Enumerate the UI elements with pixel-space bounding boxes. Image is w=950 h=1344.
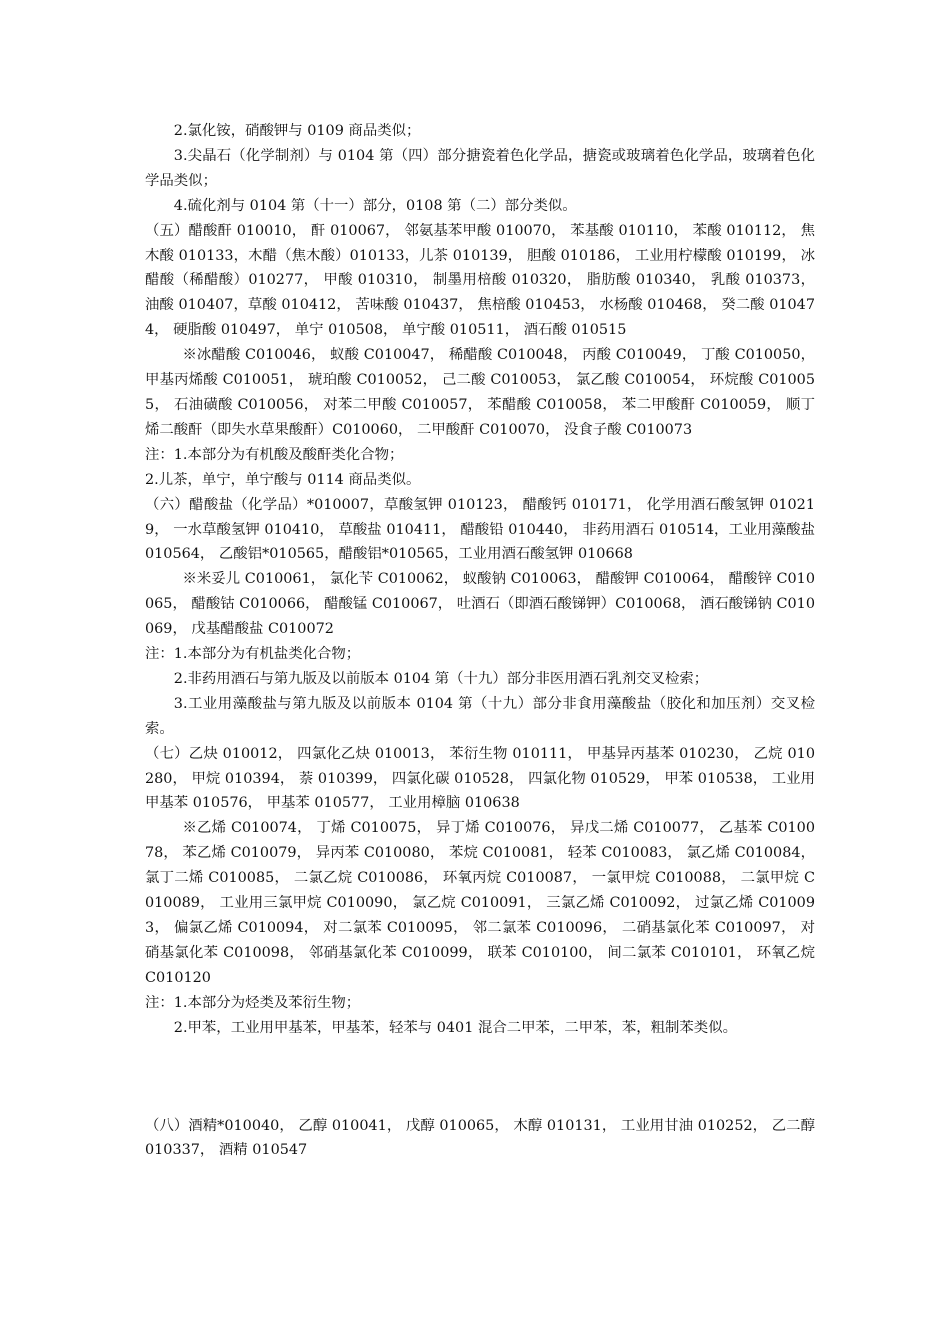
document-page	[145, 119, 815, 1163]
paragraph: （八）酒精*010040， 乙醇 010041， 戊醇 010065， 木醇 010131， 工业用甘油 010252， 乙二醇 010337， 酒精 010547	[145, 1117, 815, 1159]
paragraph: ※冰醋酸 C010046， 蚁酸 C010047， 稀醋酸 C010048， 丙酸 C010049， 丁酸 C010050， 甲基丙烯酸 C010051， 琥珀酸 C010052， 己二酸 C010053， 氯乙酸 C010054， 环烷酸 C010055， 石油磺酸 C010056， 对苯二甲酸 C010057， 苯醋酸 C010058， 苯二甲酸酐 C010059， 顺丁烯二酸酐（即失水草果酸酐）C010060， 二甲酸酐 C010070， 没食子酸 C010073	[145, 347, 815, 438]
paragraph-gap	[145, 1041, 815, 1114]
paragraph: 2.非药用酒石与第九版及以前版本 0104 第（十九）部分非医用酒石乳剂交叉检索；	[173, 670, 709, 687]
paragraph: 3.尖晶石（化学制剂）与 0104 第（四）部分搪瓷着色化学品，搪瓷或玻璃着色化学品，玻璃着色化学品类似；	[145, 147, 815, 189]
paragraph: 4.硫化剂与 0104 第（十一）部分，0108 第（二）部分类似。	[173, 197, 577, 214]
paragraph: （五）醋酸酐 010010， 酐 010067， 邻氨基苯甲酸 010070， 苯基酸 010110， 苯酸 010112， 焦木酸 010133，木醋（焦木酸）010133，儿茶 010139， 胆酸 010186， 工业用柠檬酸 010199， 冰醋酸（稀醋酸）010277， 甲酸 010310， 制墨用棓酸 010320， 脂肪酸 010340， 乳酸 010373， 油酸 010407，草酸 010412， 苦味酸 010437， 焦棓酸 010453， 水杨酸 010468， 癸二酸 010474， 硬脂酸 010497， 单宁 010508， 单宁酸 010511， 酒石酸 010515	[145, 222, 815, 339]
paragraph: 2.甲苯，工业用甲基苯，甲基苯，轻苯与 0401 混合二甲苯，二甲苯，苯，粗制苯类似。	[173, 1019, 737, 1036]
paragraph: 2.氯化铵，硝酸钾与 0109 商品类似；	[173, 123, 421, 139]
paragraph: ※米妥儿 C010061， 氯化苄 C010062， 蚁酸钠 C010063， 醋酸钾 C010064， 醋酸锌 C010065， 醋酸钴 C010066， 醋酸锰 C010067， 吐酒石（即酒石酸锑钾）C010068， 酒石酸锑钠 C010069， 戊基醋酸盐 C010072	[145, 571, 815, 638]
paragraph: 2.儿茶，单宁，单宁酸与 0114 商品类似。	[145, 471, 421, 488]
paragraph: 3.工业用藻酸盐与第九版及以前版本 0104 第（十九）部分非食用藻酸盐（胶化和加压剂）交叉检索。	[145, 695, 815, 737]
paragraph: （六）醋酸盐（化学品）*010007，草酸氢钾 010123， 醋酸钙 010171， 化学用酒石酸氢钾 010219， 一水草酸氢钾 010410， 草酸盐 010411， 醋酸铅 010440， 非药用酒石 010514，工业用藻酸盐 010564， 乙酸铝*010565，醋酸铝*010565，工业用酒石酸氢钾 010668	[145, 496, 815, 563]
paragraph: 注：1.本部分为有机酸及酸酐类化合物；	[145, 446, 404, 463]
paragraph: 注：1.本部分为烃类及苯衍生物；	[145, 994, 361, 1011]
paragraph: （七）乙炔 010012， 四氯化乙炔 010013， 苯衍生物 010111， 甲基异丙基苯 010230， 乙烷 010280， 甲烷 010394， 萘 010399， 四氯化碳 010528， 四氯化物 010529， 甲苯 010538， 工业用甲基苯 010576， 甲基苯 010577， 工业用樟脑 010638	[145, 745, 815, 812]
paragraph: ※乙烯 C010074， 丁烯 C010075， 异丁烯 C010076， 异戊二烯 C010077， 乙基苯 C010078， 苯乙烯 C010079， 异丙苯 C010080， 苯烷 C010081， 轻苯 C010083， 氯乙烯 C010084， 氯丁二烯 C010085， 二氯乙烷 C010086， 环氧丙烷 C010087， 一氯甲烷 C010088， 二氯甲烷 C010089， 工业用三氯甲烷 C010090， 氯乙烷 C010091， 三氯乙烯 C010092， 过氯乙烯 C010093， 偏氯乙烯 C010094， 对二氯苯 C010095， 邻二氯苯 C010096， 二硝基氯化苯 C010097， 对硝基氯化苯 C010098， 邻硝基氯化苯 C010099， 联苯 C010100， 间二氯苯 C010101， 环氧乙烷 C010120	[145, 820, 815, 986]
paragraph: 注：1.本部分为有机盐类化合物；	[145, 646, 361, 663]
